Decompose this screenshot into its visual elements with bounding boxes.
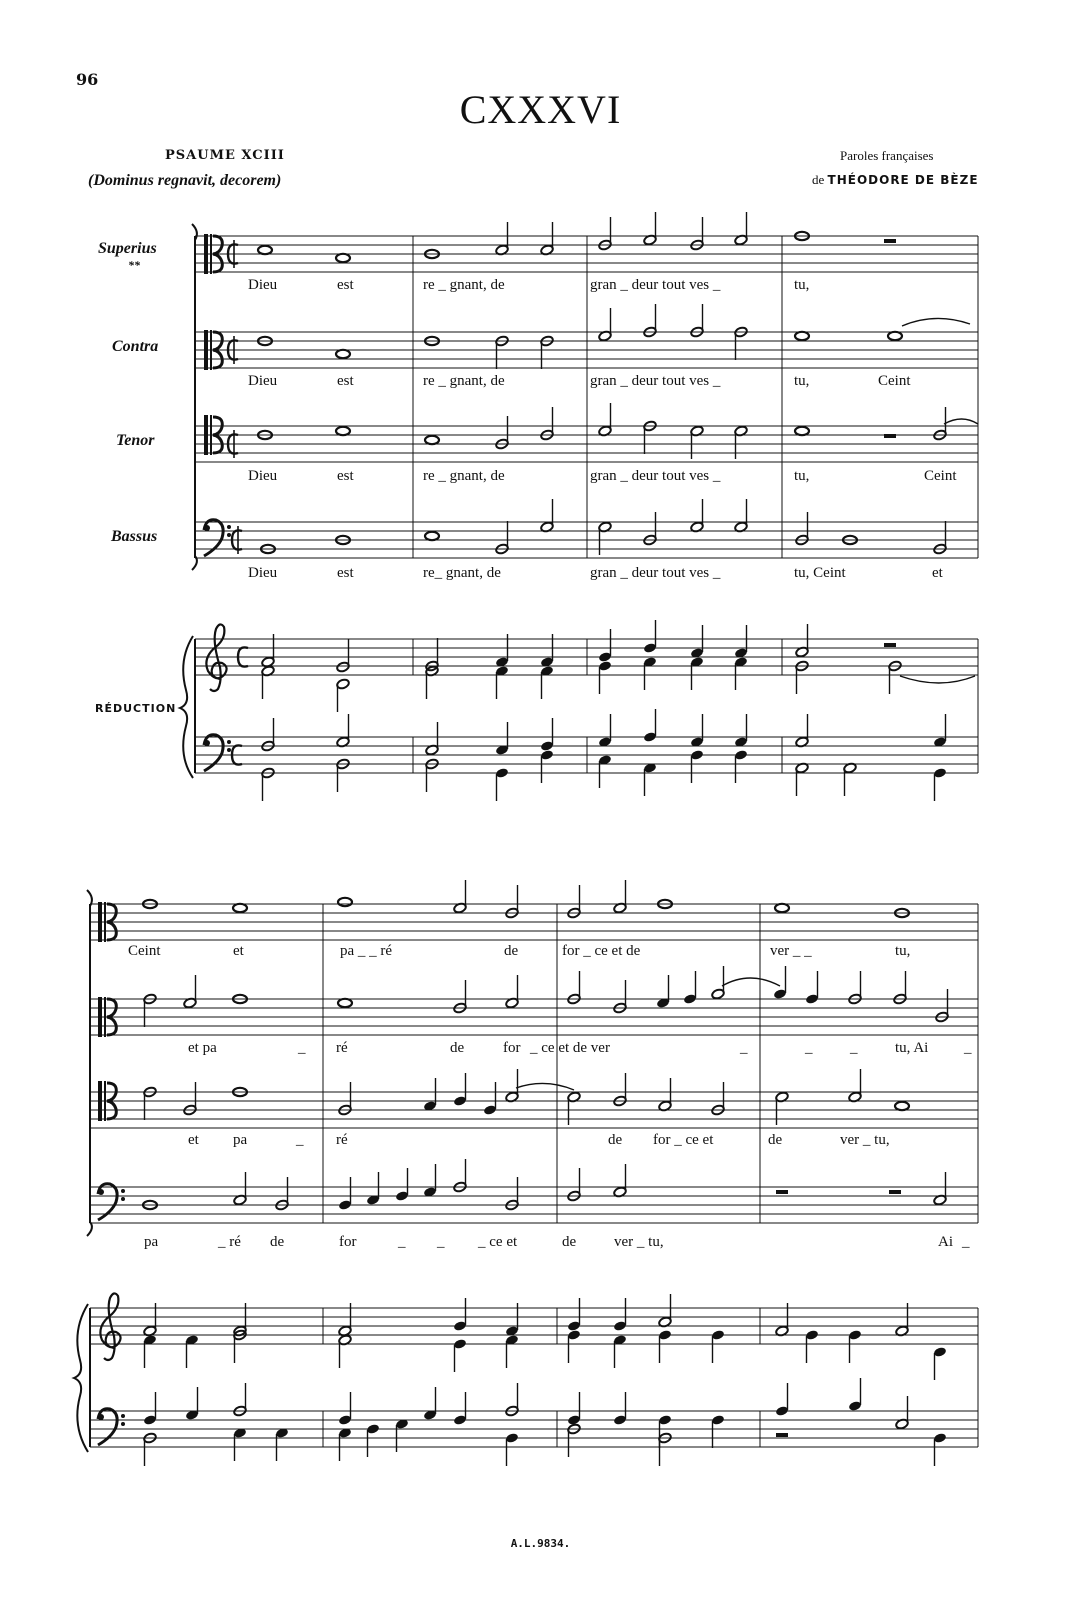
lyric2-superius-4: de [504,943,519,959]
lyric-contra-1: Dieu [248,373,278,389]
lyric2-superius-5: for _ ce et de [562,943,641,959]
system-1-clefs [204,234,248,771]
lyric-superius-1: Dieu [248,277,278,293]
plate-number: A.L.9834. [510,1537,571,1550]
system-1-staves [180,224,978,778]
lyric-bassus-3: re_ gnant, de [423,565,501,581]
lyric2-superius-2: et [233,943,244,959]
lyric2-bassus-3: de [270,1234,285,1250]
lyric2-tenor-7: de [768,1132,783,1148]
lyric-bassus-5: tu, Ceint [794,565,846,581]
lyric-superius-4: gran _ deur tout ves _ [590,277,721,293]
system-2-notes [143,880,949,1466]
lyric-superius-2: est [337,277,354,293]
voice-label-superius: Superius [98,240,157,257]
lyric-bassus-4: gran _ deur tout ves _ [590,565,721,581]
lyric2-tenor-3: _ [296,1132,304,1148]
lyric2-contra-3: ré [336,1040,348,1056]
psalm-subtitle: (Dominus regnavit, decorem) [88,172,282,189]
voice-label-tenor: Tenor [116,432,155,449]
lyric-tenor-2: est [337,468,354,484]
lyric2-contra-4: de [450,1040,465,1056]
lyric-tenor-3: re _ gnant, de [423,468,505,484]
lyric-contra-3: re _ gnant, de [423,373,505,389]
lyric2-tenor-6: for _ ce et [653,1132,714,1148]
lyric2-contra-7: _ [740,1040,748,1056]
lyric2-superius-6: ver _ _ [770,943,812,959]
lyric-tenor-5: tu, [794,468,810,484]
lyric2-contra-8: _ [805,1040,813,1056]
voice-mark-superius: ** [128,258,140,272]
lyric-tenor-6: Ceint [924,468,957,484]
lyric-superius-5: tu, [794,277,810,293]
lyric-bassus-6: et [932,565,943,581]
lyric-contra-2: est [337,373,354,389]
lyric-tenor-1: Dieu [248,468,278,484]
lyric-contra-5: tu, [794,373,810,389]
voice-label-bassus: Bassus [111,528,158,545]
credit-line: Paroles françaises [840,148,934,163]
credit-prefix: de [812,172,825,187]
system-2-staves [74,890,978,1452]
lyric2-bassus-11: _ [962,1234,970,1250]
lyric2-contra-11: _ [964,1040,972,1056]
lyric-bassus-1: Dieu [248,565,278,581]
lyric2-contra-2: _ [298,1040,306,1056]
lyric-superius-3: re _ gnant, de [423,277,505,293]
lyric2-bassus-2: _ ré [218,1234,241,1250]
lyric-contra-4: gran _ deur tout ves _ [590,373,721,389]
lyric2-bassus-4: for [339,1234,357,1250]
lyric2-superius-1: Ceint [128,943,161,959]
voice-label-contra: Contra [112,338,159,355]
system-2-clefs [98,902,125,1445]
lyric2-tenor-8: ver _ tu, [840,1132,890,1148]
lyric2-tenor-5: de [608,1132,623,1148]
lyric2-tenor-2: pa [233,1132,248,1148]
page-number: 96 [76,70,99,89]
lyric-tenor-4: gran _ deur tout ves _ [590,468,721,484]
lyric2-bassus-8: de [562,1234,577,1250]
reduction-label: RÉDUCTION [95,702,177,715]
psalm-label: PSAUME XCIII [165,148,285,163]
lyric2-tenor-4: ré [336,1132,348,1148]
lyric2-bassus-7: _ ce et [478,1234,518,1250]
lyric2-contra-9: _ [850,1040,858,1056]
lyric2-superius-7: tu, [895,943,911,959]
piece-title: CXXXVI [459,87,622,132]
system-1-notes [258,212,978,801]
lyric2-bassus-6: _ [437,1234,445,1250]
lyric2-contra-5: for [503,1040,521,1056]
lyric2-superius-3: pa _ _ ré [340,943,393,959]
lyric2-contra-10: tu, Ai [895,1040,929,1056]
lyric-contra-6: Ceint [878,373,911,389]
lyric2-bassus-10: Ai [938,1234,953,1250]
lyric2-contra-1: et pa [188,1040,217,1056]
lyric2-contra-6: _ ce et de ver [530,1040,610,1056]
lyric2-bassus-5: _ [398,1234,406,1250]
lyric-bassus-2: est [337,565,354,581]
lyric2-tenor-1: et [188,1132,199,1148]
lyric2-bassus-9: ver _ tu, [614,1234,664,1250]
credit-author: THÉODORE DE BÈZE [827,173,979,187]
lyric2-bassus-1: pa [144,1234,159,1250]
